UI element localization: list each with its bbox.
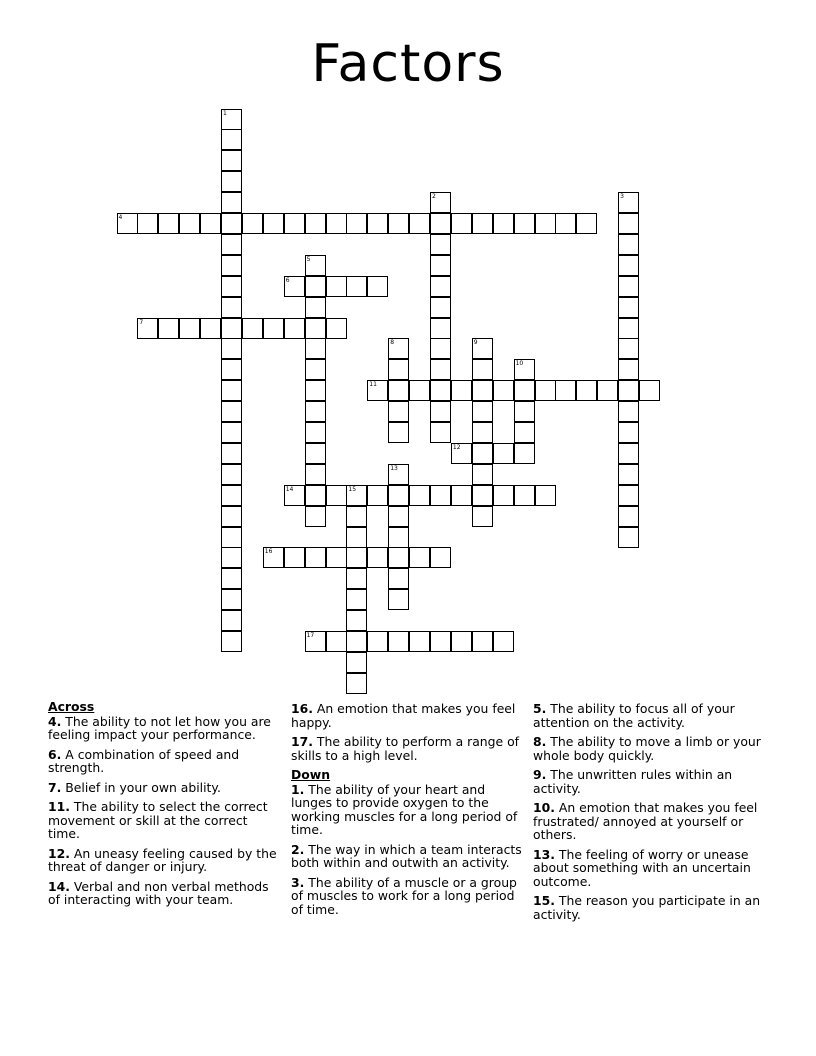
clue-text: The ability of your heart and lunges to provide oxygen to the working muscles for a long period of time. [291, 781, 518, 837]
clue-number: 1. [291, 781, 305, 797]
clue-number: 7 [139, 318, 144, 326]
grid-cell[interactable] [284, 213, 305, 234]
grid-cell[interactable] [409, 547, 430, 568]
grid-cell[interactable] [576, 213, 597, 234]
grid-cell[interactable] [639, 380, 660, 401]
clue [48, 847, 280, 874]
grid-cell[interactable] [514, 401, 535, 422]
grid-cell[interactable] [221, 255, 242, 276]
grid-cell[interactable] [430, 192, 451, 213]
grid-cell[interactable] [618, 255, 639, 276]
grid-cell[interactable] [514, 380, 535, 401]
clue-text: Belief in your own ability. [61, 779, 221, 795]
clue-number: 6 [285, 276, 290, 284]
grid-cell[interactable] [221, 318, 242, 339]
clue-number: 7. [48, 779, 62, 795]
clue-number: 3. [291, 874, 305, 890]
grid-cell[interactable] [263, 318, 284, 339]
grid-cell[interactable] [388, 359, 409, 380]
grid-cell[interactable] [472, 464, 493, 485]
grid-cell[interactable] [367, 485, 388, 506]
clue [291, 702, 523, 729]
grid-cell[interactable] [284, 485, 305, 506]
clue-text: A combination of speed and strength. [48, 746, 240, 775]
grid-cell[interactable] [409, 380, 430, 401]
grid-cell[interactable] [367, 547, 388, 568]
grid-cell[interactable] [284, 276, 305, 297]
grid-cell[interactable] [221, 234, 242, 255]
down-clue-list [291, 783, 523, 917]
grid-cell[interactable] [221, 506, 242, 527]
grid-cell[interactable] [137, 213, 158, 234]
grid-cell[interactable] [367, 631, 388, 652]
grid-cell[interactable] [472, 422, 493, 443]
grid-cell[interactable] [367, 276, 388, 297]
grid-cell[interactable] [388, 631, 409, 652]
clue-number: 15. [533, 893, 555, 908]
across-clue-list [48, 715, 280, 907]
grid-cell[interactable] [346, 276, 367, 297]
grid-cell[interactable] [430, 401, 451, 422]
grid-cell[interactable] [555, 380, 576, 401]
grid-cell[interactable] [326, 547, 347, 568]
grid-cell[interactable] [555, 213, 576, 234]
grid-cell[interactable] [346, 589, 367, 610]
grid-cell[interactable] [305, 631, 326, 652]
clue-number: 10. [533, 800, 555, 815]
clue [533, 768, 765, 795]
grid-cell[interactable] [430, 422, 451, 443]
clue-number: 4. [48, 713, 62, 729]
grid-cell[interactable] [472, 338, 493, 359]
grid-cell[interactable] [618, 234, 639, 255]
grid-cell[interactable] [305, 213, 326, 234]
grid-cell[interactable] [388, 464, 409, 485]
clues-column-2 [291, 702, 523, 922]
grid-cell[interactable] [535, 213, 556, 234]
grid-cell[interactable] [493, 443, 514, 464]
grid-cell[interactable] [326, 213, 347, 234]
grid-cell[interactable] [305, 338, 326, 359]
grid-cell[interactable] [618, 359, 639, 380]
grid-cell[interactable] [472, 359, 493, 380]
clue-number: 12. [48, 845, 70, 861]
grid-cell[interactable] [221, 485, 242, 506]
grid-cell[interactable] [221, 380, 242, 401]
grid-cell[interactable] [430, 359, 451, 380]
grid-cell[interactable] [326, 631, 347, 652]
grid-cell[interactable] [221, 297, 242, 318]
grid-cell[interactable] [535, 380, 556, 401]
clue [533, 894, 765, 921]
grid-cell[interactable] [472, 506, 493, 527]
grid-cell[interactable] [388, 568, 409, 589]
clue-number: 17. [291, 734, 313, 749]
grid-cell[interactable] [618, 276, 639, 297]
clue-text: The unwritten rules within an activity. [533, 767, 733, 796]
clue-number: 8. [533, 734, 547, 749]
grid-cell[interactable] [346, 213, 367, 234]
grid-cell[interactable] [514, 443, 535, 464]
grid-cell[interactable] [305, 276, 326, 297]
grid-cell[interactable] [388, 422, 409, 443]
grid-cell[interactable] [618, 380, 639, 401]
clue-number: 5 [306, 255, 311, 263]
grid-cell[interactable] [305, 464, 326, 485]
down-clue-list-continued [533, 702, 765, 921]
grid-cell[interactable] [221, 547, 242, 568]
grid-cell[interactable] [221, 276, 242, 297]
clue-number: 9. [533, 767, 547, 782]
grid-cell[interactable] [618, 318, 639, 339]
grid-cell[interactable] [221, 401, 242, 422]
grid-cell[interactable] [472, 401, 493, 422]
clue-text: The ability to select the correct movement or skill at the correct time. [48, 799, 268, 841]
grid-cell[interactable] [618, 401, 639, 422]
clue-number: 13. [533, 846, 555, 862]
grid-cell[interactable] [158, 213, 179, 234]
grid-cell[interactable] [137, 318, 158, 339]
clue-number: 4 [118, 214, 123, 221]
grid-cell[interactable] [346, 631, 367, 652]
grid-cell[interactable] [430, 380, 451, 401]
grid-cell[interactable] [367, 213, 388, 234]
clue-text: The reason you participate in an activity. [533, 893, 761, 922]
clue-number: 1 [223, 109, 227, 117]
grid-cell[interactable] [472, 631, 493, 652]
grid-cell[interactable] [242, 318, 263, 339]
grid-cell[interactable] [493, 380, 514, 401]
clue-number: 17 [306, 632, 315, 639]
grid-cell[interactable] [514, 485, 535, 506]
grid-cell[interactable] [514, 213, 535, 234]
clue-number: 16 [264, 548, 273, 556]
clue-text: An emotion that makes you feel frustrated/ annoyed at yourself or others. [533, 800, 758, 842]
puzzle-title: Factors [311, 34, 505, 94]
clue-text: An emotion that makes you feel happy. [291, 701, 516, 730]
grid-cell[interactable] [221, 464, 242, 485]
clue-text: The feeling of worry or unease about something with an uncertain outcome. [533, 846, 751, 889]
grid-cell[interactable] [451, 485, 472, 506]
clue-text: The ability to perform a range of skills to a high level. [291, 734, 520, 763]
clue-number: 2 [432, 193, 436, 201]
grid-cell[interactable] [409, 631, 430, 652]
grid-cell[interactable] [221, 171, 242, 192]
grid-cell[interactable] [221, 192, 242, 213]
grid-cell[interactable] [367, 380, 388, 401]
grid-cell[interactable] [618, 527, 639, 548]
grid-cell[interactable] [514, 359, 535, 380]
clue-number: 11 [369, 381, 377, 389]
clue [48, 748, 280, 775]
clues-column-1 [48, 700, 280, 913]
grid-cell[interactable] [284, 318, 305, 339]
grid-cell[interactable] [430, 631, 451, 652]
grid-cell[interactable] [346, 673, 367, 694]
grid-cell[interactable] [618, 213, 639, 234]
clue-number: 3 [620, 193, 624, 201]
across-clue-list-continued [291, 702, 523, 762]
clue [291, 783, 523, 837]
grid-cell[interactable] [242, 213, 263, 234]
clue-number: 9 [473, 339, 478, 347]
grid-cell[interactable] [200, 318, 221, 339]
grid-cell[interactable] [221, 359, 242, 380]
grid-cell[interactable] [305, 401, 326, 422]
grid-cell[interactable] [326, 276, 347, 297]
grid-cell[interactable] [346, 527, 367, 548]
clue-number: 13 [390, 464, 398, 472]
clue-text: Verbal and non verbal methods of interacting with your team. [48, 878, 269, 907]
clue [533, 702, 765, 729]
grid-cell[interactable] [618, 464, 639, 485]
grid-cell[interactable] [618, 443, 639, 464]
grid-cell[interactable] [576, 380, 597, 401]
grid-cell[interactable] [618, 485, 639, 506]
clue-number: 6. [48, 746, 62, 762]
clues-column-3 [533, 702, 765, 927]
grid-cell[interactable] [388, 213, 409, 234]
grid-cell[interactable] [179, 213, 200, 234]
grid-cell[interactable] [179, 318, 200, 339]
clue-number: 2. [291, 841, 305, 857]
grid-cell[interactable] [221, 589, 242, 610]
grid-cell[interactable] [388, 485, 409, 506]
grid-cell[interactable] [305, 380, 326, 401]
grid-cell[interactable] [430, 485, 451, 506]
grid-cell[interactable] [618, 192, 639, 213]
grid-cell[interactable] [493, 485, 514, 506]
grid-cell[interactable] [221, 610, 242, 631]
grid-cell[interactable] [305, 443, 326, 464]
clue-number: 11. [48, 799, 70, 814]
grid-cell[interactable] [388, 506, 409, 527]
grid-cell[interactable] [388, 547, 409, 568]
grid-cell[interactable] [284, 547, 305, 568]
clue-number: 12 [452, 443, 461, 451]
grid-cell[interactable] [451, 380, 472, 401]
grid-cell[interactable] [200, 213, 221, 234]
grid-cell[interactable] [326, 318, 347, 339]
grid-cell[interactable] [221, 150, 242, 171]
grid-cell[interactable] [326, 485, 347, 506]
clue-text: The ability to not let how you are feeling impact your performance. [48, 713, 271, 742]
clue-text: The ability of a muscle or a group of muscles to work for a long period of time. [291, 874, 517, 917]
grid-cell[interactable] [221, 338, 242, 359]
grid-cell[interactable] [430, 213, 451, 234]
clue-number: 14. [48, 878, 70, 894]
grid-cell[interactable] [430, 338, 451, 359]
grid-cell[interactable] [388, 338, 409, 359]
grid-cell[interactable] [535, 485, 556, 506]
across-heading: Across [48, 699, 95, 714]
grid-cell[interactable] [388, 401, 409, 422]
grid-cell[interactable] [346, 652, 367, 673]
grid-cell[interactable] [221, 109, 242, 130]
grid-cell[interactable] [263, 547, 284, 568]
grid-cell[interactable] [430, 547, 451, 568]
clue [48, 781, 280, 795]
grid-cell[interactable] [430, 255, 451, 276]
grid-cell[interactable] [493, 631, 514, 652]
grid-cell[interactable] [409, 213, 430, 234]
clue-number: 5. [533, 701, 547, 716]
down-heading: Down [291, 767, 331, 782]
grid-cell[interactable] [493, 213, 514, 234]
grid-cell[interactable] [430, 297, 451, 318]
grid-cell[interactable] [618, 422, 639, 443]
grid-cell[interactable] [451, 443, 472, 464]
clue-number: 16. [291, 701, 313, 716]
clue-text: An uneasy feeling caused by the threat of danger or injury. [48, 845, 277, 874]
grid-cell[interactable] [305, 485, 326, 506]
grid-cell[interactable] [221, 129, 242, 150]
grid-cell[interactable] [221, 631, 242, 652]
clue-text: The ability to move a limb or your whole body quickly. [533, 734, 761, 763]
grid-cell[interactable] [472, 443, 493, 464]
clue [533, 735, 765, 762]
grid-cell[interactable] [472, 485, 493, 506]
clue [291, 843, 523, 870]
grid-cell[interactable] [472, 213, 493, 234]
clue-number: 10 [515, 360, 524, 368]
clue-number: 15 [348, 485, 357, 493]
grid-cell[interactable] [305, 359, 326, 380]
grid-cell[interactable] [305, 255, 326, 276]
grid-cell[interactable] [221, 443, 242, 464]
grid-cell[interactable] [158, 318, 179, 339]
grid-cell[interactable] [305, 506, 326, 527]
clue-number: 8 [390, 339, 395, 347]
grid-cell[interactable] [451, 213, 472, 234]
grid-cell[interactable] [388, 589, 409, 610]
grid-cell[interactable] [305, 297, 326, 318]
grid-cell[interactable] [346, 506, 367, 527]
grid-cell[interactable] [430, 318, 451, 339]
grid-cell[interactable] [618, 506, 639, 527]
grid-cell[interactable] [472, 380, 493, 401]
clue [48, 715, 280, 742]
clue [533, 848, 765, 889]
grid-cell[interactable] [597, 380, 618, 401]
clue [533, 801, 765, 842]
grid-cell[interactable] [221, 422, 242, 443]
grid-cell[interactable] [346, 568, 367, 589]
grid-cell[interactable] [388, 527, 409, 548]
grid-cell[interactable] [221, 568, 242, 589]
grid-cell[interactable] [346, 547, 367, 568]
grid-cell[interactable] [263, 213, 284, 234]
clue-text: The way in which a team interacts both within and outwith an activity. [291, 841, 522, 870]
grid-cell[interactable] [221, 527, 242, 548]
clue [48, 800, 280, 841]
clue [48, 880, 280, 907]
grid-cell[interactable] [514, 422, 535, 443]
grid-cell[interactable] [451, 631, 472, 652]
grid-cell[interactable] [346, 610, 367, 631]
grid-cell[interactable] [305, 318, 326, 339]
grid-cell[interactable] [221, 213, 242, 234]
clue-number: 14 [285, 485, 294, 493]
grid-cell[interactable] [117, 213, 138, 234]
grid-cell[interactable] [305, 547, 326, 568]
grid-cell[interactable] [388, 380, 409, 401]
grid-cell[interactable] [618, 338, 639, 359]
grid-cell[interactable] [409, 485, 430, 506]
grid-cell[interactable] [430, 234, 451, 255]
clue [291, 876, 523, 917]
clue-text: The ability to focus all of your attention on the activity. [533, 701, 735, 730]
grid-cell[interactable] [430, 276, 451, 297]
clue [291, 735, 523, 762]
grid-cell[interactable] [618, 297, 639, 318]
grid-cell[interactable] [305, 422, 326, 443]
grid-cell[interactable] [346, 485, 367, 506]
